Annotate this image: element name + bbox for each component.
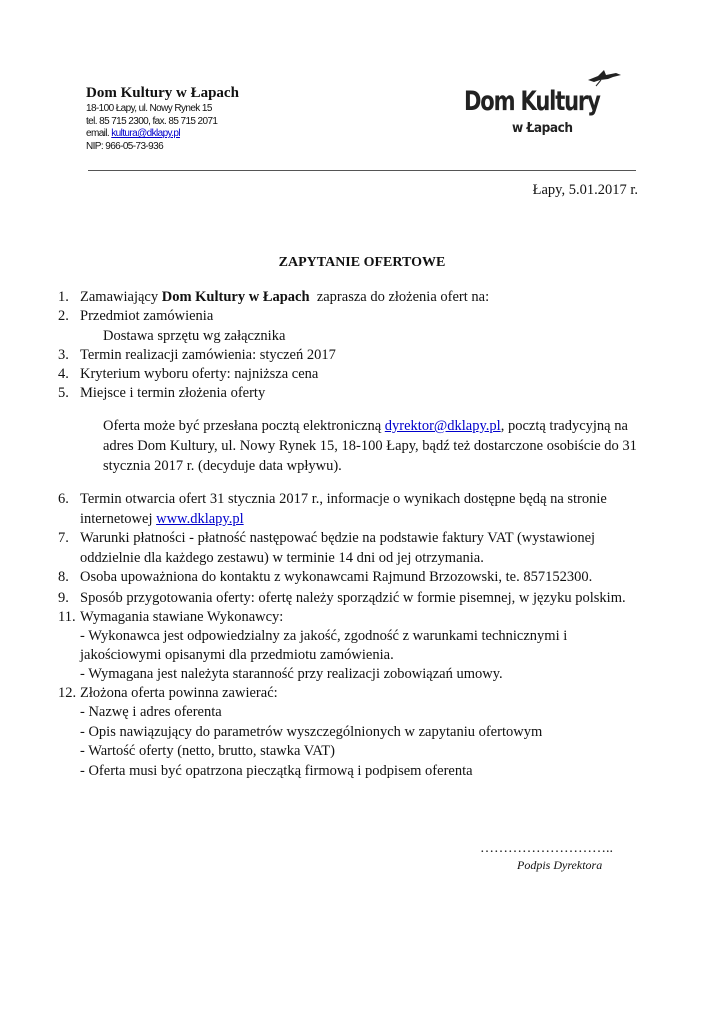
website-link[interactable]: www.dklapy.pl <box>156 511 244 527</box>
item-number: 11. <box>58 609 76 625</box>
item-number: 7. <box>58 530 69 546</box>
item-number: 4. <box>58 366 69 382</box>
list-item-11-a-cont: jakościowymi opisanymi dla przedmiotu zamówienia. <box>80 647 394 663</box>
document-date: Łapy, 5.01.2017 r. <box>532 182 638 198</box>
signature-line: ……………………….. <box>480 841 613 856</box>
list-item-7: Warunki płatności - płatność następować będzie na podstawie faktury VAT (wystawionej <box>80 530 596 546</box>
nip-line: NIP: 966-05-73-936 <box>86 140 164 152</box>
list-item-11-a: - Wykonawca jest odpowiedzialny za jakość, zgodność z warunkami technicznymi i <box>80 628 568 644</box>
list-item-11: Wymagania stawiane Wykonawcy: <box>80 609 284 625</box>
item-1-post: zaprasza do złożenia ofert na: <box>316 289 490 305</box>
item-number: 5. <box>58 385 69 401</box>
list-item-12-c: - Wartość oferty (netto, brutto, stawka VAT) <box>80 743 335 759</box>
list-item-4: Kryterium wyboru oferty: najniższa cena <box>80 366 319 382</box>
list-item-3: Termin realizacji zamówienia: styczeń 2017 <box>80 347 336 363</box>
address-line: 18-100 Łapy, ul. Nowy Rynek 15 <box>86 103 212 114</box>
submission-paragraph <box>103 416 643 476</box>
item-number: 2. <box>58 308 69 324</box>
item-number: 12. <box>58 685 77 701</box>
item-number: 1. <box>58 289 69 305</box>
item-6-pre: internetowej <box>80 511 153 527</box>
item-number: 9. <box>58 590 69 606</box>
list-item-2-detail: Dostawa sprzętu wg załącznika <box>103 328 286 344</box>
list-item-11-b: - Wymagana jest należyta staranność przy realizacji zobowiązań umowy. <box>80 666 503 682</box>
item-number: 6. <box>58 491 69 507</box>
list-item-6: Termin otwarcia ofert 31 stycznia 2017 r., informacje o wynikach dostępne będą na stronie <box>80 491 607 507</box>
director-email-link[interactable]: dyrektor@dklapy.pl <box>384 418 501 434</box>
item-1-pre: Zamawiający <box>80 289 159 305</box>
email-label: email. <box>86 128 110 139</box>
item-number: 8. <box>58 569 69 585</box>
logo-main-text: Dom Kultury <box>464 86 600 117</box>
list-item-1 <box>80 288 489 307</box>
list-item-2: Przedmiot zamówienia <box>80 308 214 324</box>
list-item-12-a: - Nazwę i adres oferenta <box>80 704 222 720</box>
list-item-12-b: - Opis nawiązujący do parametrów wyszczególnionych w zapytaniu ofertowym <box>80 724 543 740</box>
organization-contact <box>86 103 217 153</box>
organization-name: Dom Kultury w Łapach <box>86 85 239 101</box>
item-1-bold: Dom Kultury w Łapach <box>161 289 310 305</box>
stork-icon <box>586 66 622 88</box>
item-number: 3. <box>58 347 69 363</box>
paragraph-text: Oferta może być przesłana pocztą elektroniczną <box>103 418 382 434</box>
list-item-7-cont: oddzielnie dla każdego zestawu) w terminie 14 dni od jej otrzymania. <box>80 550 484 566</box>
dom-kultury-logo <box>460 64 625 144</box>
list-item-9: Sposób przygotowania oferty: ofertę należy sporządzić w formie pisemnej, w języku polskim. <box>80 590 626 606</box>
logo-sub-text: w Łapach <box>512 120 573 136</box>
signature-label: Podpis Dyrektora <box>517 858 603 872</box>
list-item-12-d: - Oferta musi być opatrzona pieczątką firmową i podpisem oferenta <box>80 763 473 779</box>
email-line <box>86 128 217 141</box>
header-divider <box>88 170 636 171</box>
list-item-5: Miejsce i termin złożenia oferty <box>80 385 266 401</box>
paragraph-text-cont: , pocztą tradycyjną na adres Dom Kultury, ul. Nowy Rynek 15, 18-100 Łapy, bądź też dostarczone osobiście do 31 stycznia 2017 r. (decyduje data wpływu). <box>103 418 637 474</box>
list-item-8: Osoba upoważniona do kontaktu z wykonawcami Rajmund Brzozowski, te. 857152300. <box>80 569 593 585</box>
list-item-6-cont <box>80 510 244 529</box>
document-title: ZAPYTANIE OFERTOWE <box>278 255 446 270</box>
phone-fax-line: tel. 85 715 2300, fax. 85 715 2071 <box>86 115 218 127</box>
list-item-12: Złożona oferta powinna zawierać: <box>80 685 278 701</box>
email-link[interactable]: kultura@dklapy.pl <box>111 128 180 139</box>
